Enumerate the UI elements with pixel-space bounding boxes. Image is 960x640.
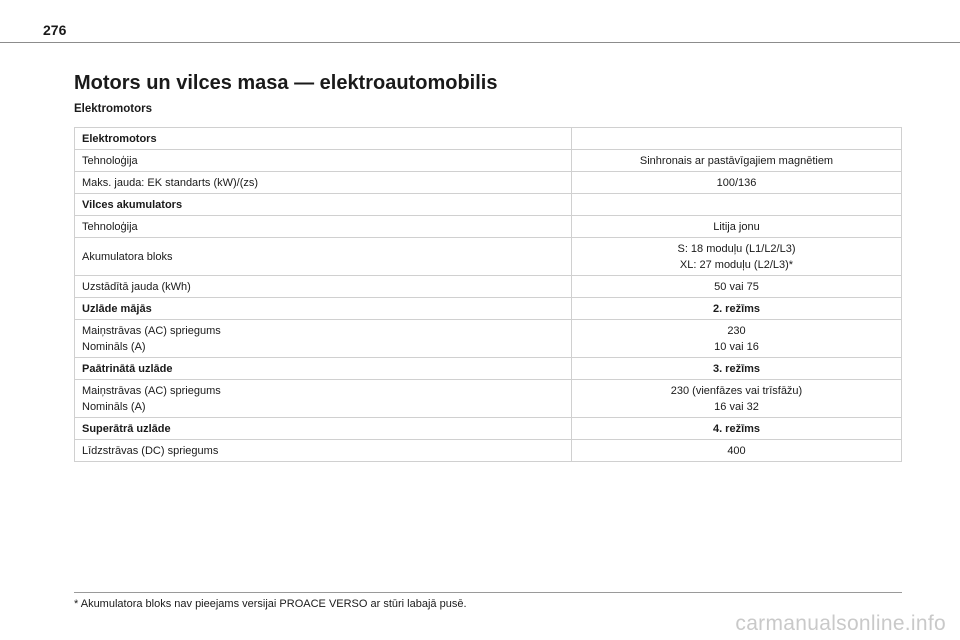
page-number: 276 [43, 22, 67, 38]
row-label: Maiņstrāvas (AC) spriegums [82, 324, 221, 337]
row-value: 230 (vienfāzes vai trīsfāžu) [670, 384, 803, 397]
row-value-cell [572, 238, 902, 276]
row-value-cell [572, 440, 902, 462]
row-label: Elektromotors [82, 132, 157, 145]
row-label: Līdzstrāvas (DC) spriegums [82, 444, 219, 457]
row-value: XL: 27 moduļu (L2/L3)* [679, 258, 794, 271]
row-value-cell [572, 216, 902, 238]
row-label: Nomināls (A) [82, 400, 146, 413]
table-row [75, 320, 902, 358]
row-value-cell [572, 276, 902, 298]
table-row [75, 380, 902, 418]
header-divider [0, 42, 960, 43]
table-row [75, 216, 902, 238]
row-label: Maks. jauda: EK standarts (kW)/(zs) [82, 176, 259, 189]
row-label-cell [75, 216, 572, 238]
row-label-cell [75, 194, 572, 216]
table-row [75, 276, 902, 298]
row-label-cell [75, 128, 572, 150]
row-value-cell [572, 194, 902, 216]
section-header-row [75, 358, 902, 380]
row-label: Tehnoloģija [82, 220, 138, 233]
row-value-cell [572, 380, 902, 418]
row-value: 10 vai 16 [714, 340, 759, 353]
page-title: Motors un vilces masa — elektroautomobilis [74, 72, 498, 94]
row-label: Uzstādītā jauda (kWh) [82, 280, 191, 293]
row-value-cell [572, 172, 902, 194]
row-label-cell [75, 358, 572, 380]
row-label: Uzlāde mājās [82, 302, 152, 315]
row-value: 50 vai 75 [714, 280, 759, 293]
row-label-cell [75, 298, 572, 320]
watermark: carmanualsonline.info [735, 612, 946, 635]
table-row [75, 440, 902, 462]
row-label-cell [75, 440, 572, 462]
row-value: S: 18 moduļu (L1/L2/L3) [677, 242, 796, 255]
row-value: 2. režīms [712, 302, 761, 315]
row-label: Vilces akumulators [82, 198, 183, 211]
section-subtitle: Elektromotors [74, 103, 152, 115]
row-label-cell [75, 380, 572, 418]
row-value-cell [572, 418, 902, 440]
row-value-cell [572, 358, 902, 380]
row-label-cell [75, 238, 572, 276]
section-header-row [75, 194, 902, 216]
row-value: 16 vai 32 [714, 400, 759, 413]
section-header-row [75, 128, 902, 150]
row-label-cell [75, 172, 572, 194]
section-header-row [75, 298, 902, 320]
section-header-row [75, 418, 902, 440]
row-value: 230 [727, 324, 746, 337]
row-value: Litija jonu [713, 220, 760, 233]
row-value-cell [572, 150, 902, 172]
row-label-cell [75, 418, 572, 440]
row-value: 3. režīms [712, 362, 761, 375]
footnote-divider [74, 592, 902, 593]
footnote: * Akumulatora bloks nav pieejams versijai PROACE VERSO ar stūri labajā pusē. [74, 598, 467, 610]
row-label: Maiņstrāvas (AC) spriegums [82, 384, 221, 397]
table-row [75, 172, 902, 194]
spec-table [74, 127, 902, 462]
row-value: 4. režīms [712, 422, 761, 435]
row-value: Sinhronais ar pastāvīgajiem magnētiem [639, 154, 834, 167]
row-label: Paātrinātā uzlāde [82, 362, 173, 375]
table-row [75, 238, 902, 276]
row-label-cell [75, 320, 572, 358]
row-value-cell [572, 128, 902, 150]
row-value: 400 [727, 444, 746, 457]
table-row [75, 150, 902, 172]
row-label: Akumulatora bloks [82, 250, 173, 263]
row-label: Superātrā uzlāde [82, 422, 171, 435]
row-label-cell [75, 276, 572, 298]
row-value: 100/136 [716, 176, 757, 189]
row-value-cell [572, 298, 902, 320]
row-label: Nomināls (A) [82, 340, 146, 353]
row-label: Tehnoloģija [82, 154, 138, 167]
row-label-cell [75, 150, 572, 172]
row-value-cell [572, 320, 902, 358]
